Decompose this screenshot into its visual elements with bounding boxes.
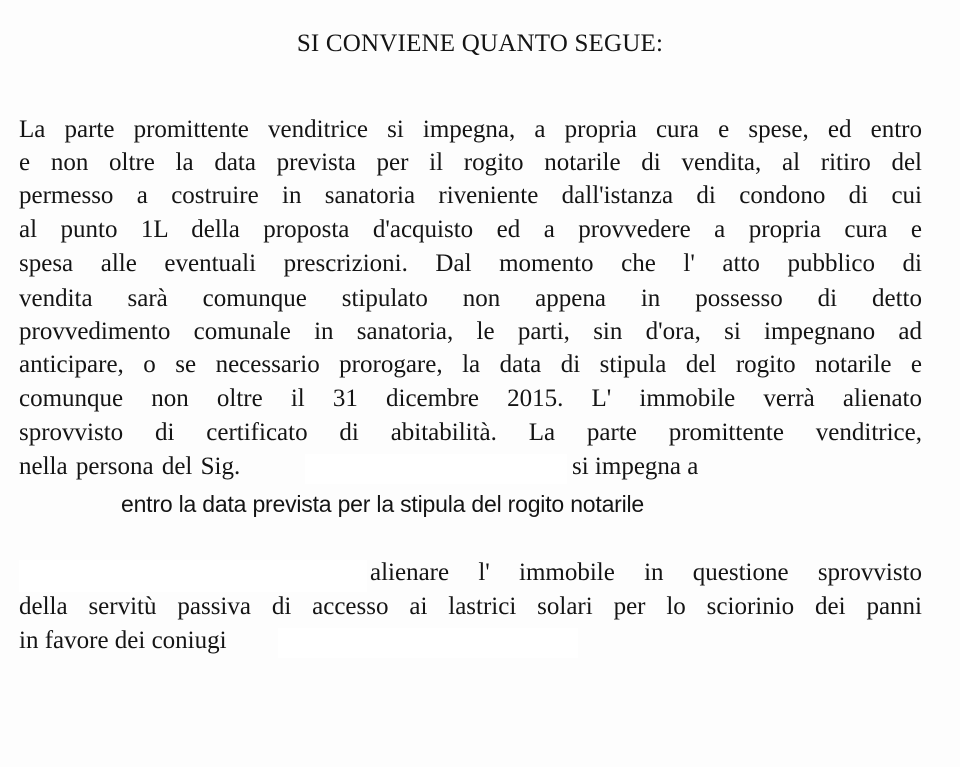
- paragraph-line-5: spesa alle eventuali prescrizioni. Dal momento che l' atto pubblico di: [19, 250, 922, 277]
- paragraph-line-9: comunque non oltre il 31 dicembre 2015. L' immobile verrà alienato: [19, 385, 922, 412]
- paragraph-line-10: sprovvisto di certificato di abitabilità. La parte promittente venditrice,: [19, 419, 922, 446]
- paragraph-line-2: e non oltre la data prevista per il rogito notarile di vendita, al ritiro del: [19, 149, 922, 176]
- paragraph-line-3: permesso a costruire in sanatoria riveniente dall'istanza di condono di cui: [19, 182, 922, 209]
- redacted-clause-field: [19, 560, 367, 592]
- section-heading: SI CONVIENE QUANTO SEGUE:: [296, 30, 664, 57]
- favor-line: in favore dei coniugi: [19, 627, 227, 654]
- redacted-spouses-field: [278, 628, 578, 658]
- alienate-clause: alienare l' immobile in questione sprovvisto: [370, 559, 922, 586]
- redacted-name-field: [305, 454, 567, 484]
- deadline-clause: entro la data prevista per la stipula del rogito notarile: [121, 491, 645, 517]
- paragraph-line-6: vendita sarà comunque stipulato non appena in possesso di detto: [19, 285, 922, 312]
- signatory-prefix: nella persona del Sig.: [19, 453, 241, 480]
- signatory-suffix: si impegna a: [572, 453, 699, 480]
- paragraph-line-4: al punto 1L della proposta d'acquisto ed a provvedere a propria cura e: [19, 216, 922, 243]
- servitude-line: della servitù passiva di accesso ai lastrici solari per lo sciorinio dei panni: [19, 593, 922, 620]
- paragraph-line-8: anticipare, o se necessario prorogare, la data di stipula del rogito notarile e: [19, 351, 922, 378]
- paragraph-line-7: provvedimento comunale in sanatoria, le parti, sin d'ora, si impegnano ad: [19, 318, 922, 345]
- paragraph-line-1: La parte promittente venditrice si impegna, a propria cura e spese, ed entro: [19, 116, 922, 143]
